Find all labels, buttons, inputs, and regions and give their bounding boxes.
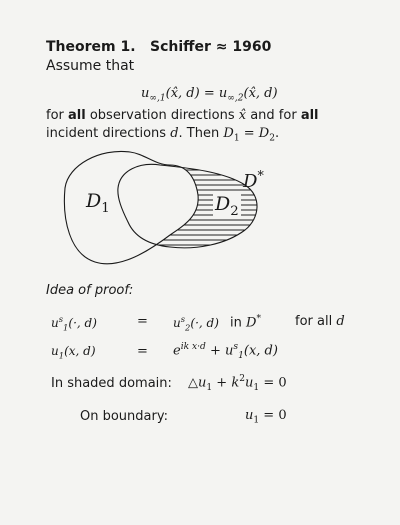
- then-text: . Then: [178, 126, 224, 141]
- row4-eq-zero: = 0: [259, 408, 287, 423]
- row3-eq-zero: = 0: [259, 375, 287, 391]
- proof-row3-eq: [188, 374, 287, 393]
- proof-row1-rhs: [173, 314, 219, 332]
- lhs-sub: ∞,1: [149, 93, 166, 104]
- d2-label-sub: 2: [230, 203, 239, 219]
- theorem-heading: Theorem 1.: [46, 39, 136, 55]
- row3-ksup: 2: [239, 374, 246, 384]
- row2-plus: +: [205, 343, 226, 359]
- row1-d: d: [336, 314, 345, 329]
- and-for-text: and for: [246, 108, 301, 123]
- d2-letter: D: [215, 193, 231, 215]
- row1-rhs-args: (·, d): [190, 316, 219, 330]
- label-d2: [213, 193, 241, 219]
- proof-row2-rhs: [173, 342, 278, 361]
- proof-row4-eq: [245, 408, 287, 426]
- laplace-symbol: △: [188, 375, 198, 391]
- rhs-u: u: [218, 86, 228, 101]
- d2-sub: 2: [269, 133, 276, 144]
- proof-row1-lhs: [51, 314, 97, 332]
- row1-dstar: D: [246, 315, 257, 331]
- proof-row1-forall: [295, 314, 345, 329]
- row2-rhs-u: u: [225, 343, 234, 359]
- row1-sup: s: [58, 314, 64, 324]
- row3-u2: u: [245, 375, 254, 391]
- label-d1: [86, 190, 110, 216]
- row1-u: u: [51, 316, 59, 330]
- dstar-sup: *: [257, 168, 264, 183]
- row2-args: (x, d): [64, 344, 96, 358]
- d1-label-sub: 1: [101, 200, 110, 216]
- for-text: for: [46, 108, 69, 123]
- forall-text: for all: [295, 314, 333, 329]
- row3-plus: +: [212, 375, 232, 391]
- d1-fill: [64, 151, 198, 263]
- row2-rhs-sup: s: [233, 342, 239, 352]
- d2-symbol: D: [258, 126, 270, 141]
- row1-rhs-u: u: [173, 316, 181, 330]
- row3-sub2: 1: [253, 382, 260, 393]
- d-symbol: d: [170, 126, 179, 141]
- row1-sub: 1: [63, 322, 69, 333]
- all-bold-2: all: [300, 108, 319, 123]
- proof-row4-label: On boundary:: [80, 409, 168, 424]
- assume-text: Assume that: [46, 58, 135, 74]
- period-text: .: [275, 126, 280, 141]
- proof-row2-eq: =: [137, 344, 148, 359]
- equals-text: =: [239, 126, 259, 141]
- row3-k: k: [231, 375, 240, 391]
- incident-text: incident directions: [46, 126, 171, 141]
- row2-rhs-args: (x, d): [243, 343, 278, 359]
- row1-dstar-sup: *: [256, 314, 261, 324]
- lhs-args: (x̂, d) =: [165, 86, 219, 101]
- row4-u: u: [245, 408, 254, 423]
- label-dstar: [243, 168, 264, 192]
- row1-rhs-sup: s: [180, 314, 186, 324]
- row2-sub: 1: [58, 350, 65, 361]
- d1-sub: 1: [233, 133, 240, 144]
- all-bold-1: all: [68, 108, 86, 123]
- proof-row1-eq: =: [137, 314, 148, 329]
- row1-rhs-sub: 2: [185, 322, 191, 333]
- row2-exp: ik x·d: [180, 342, 206, 352]
- rhs-sub: ∞,2: [227, 93, 244, 104]
- proof-title: Idea of proof:: [46, 283, 134, 298]
- attribution-text: Schiffer ≈ 1960: [150, 39, 272, 55]
- row2-e: e: [173, 343, 181, 359]
- row2-u: u: [51, 344, 59, 358]
- lhs-u: u: [141, 86, 150, 101]
- proof-row2-lhs: [51, 344, 96, 360]
- proof-row1-in: [230, 314, 261, 330]
- proof-row3-label: In shaded domain:: [51, 376, 172, 391]
- row2-rhs-sub: 1: [238, 350, 244, 361]
- rhs-args: (x̂, d): [243, 86, 278, 101]
- row1-args: (·, d): [68, 316, 97, 330]
- dstar-letter: D: [243, 171, 258, 192]
- d1-letter: D: [86, 190, 102, 212]
- xhat-symbol: x̂: [238, 108, 247, 123]
- row3-u: u: [198, 375, 207, 391]
- in-text: in: [230, 315, 242, 331]
- d1-symbol: D: [223, 126, 234, 141]
- observation-text: observation directions: [85, 108, 239, 123]
- row4-sub: 1: [253, 415, 260, 426]
- row3-sub: 1: [206, 382, 213, 393]
